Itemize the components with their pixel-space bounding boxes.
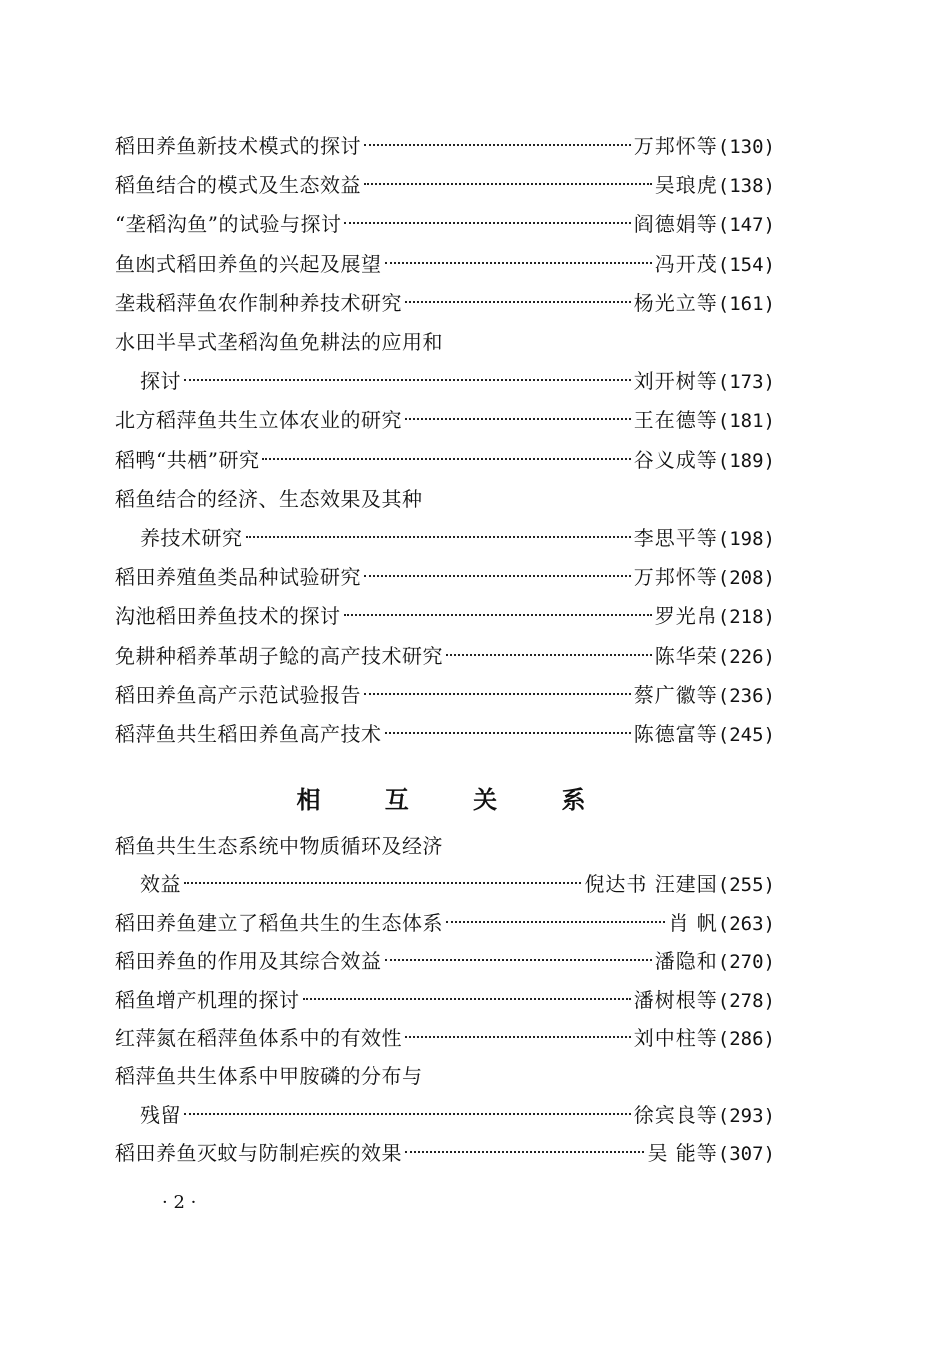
entry-author: 罗光帛 bbox=[654, 604, 718, 629]
entry-author: 阎德娟等 bbox=[633, 212, 718, 237]
entry-title: 稻田养鱼高产示范试验报告 bbox=[115, 682, 361, 707]
leader-dots bbox=[364, 183, 652, 185]
entry-page: (278) bbox=[717, 989, 775, 1012]
leader-dots bbox=[184, 1113, 631, 1115]
entry-title: 稻田养殖鱼类品种试验研究 bbox=[115, 565, 361, 590]
entry-author: 陈华荣 bbox=[654, 643, 718, 668]
entry-title: 红萍氮在稻萍鱼体系中的有效性 bbox=[115, 1026, 402, 1050]
entry-title: 稻萍鱼共生稻田养鱼高产技术 bbox=[115, 722, 382, 746]
entry-title: 效益 bbox=[140, 872, 181, 897]
toc-entry bbox=[115, 445, 775, 475]
entry-page: (286) bbox=[717, 1028, 775, 1050]
toc-entry bbox=[115, 484, 775, 514]
toc-entry bbox=[115, 985, 775, 1015]
leader-dots bbox=[364, 693, 631, 695]
leader-dots bbox=[303, 998, 631, 1000]
toc-entry bbox=[115, 170, 775, 200]
entry-title: 稻田养鱼建立了稻鱼共生的生态体系 bbox=[115, 910, 443, 935]
toc-entry bbox=[140, 523, 775, 553]
leader-dots bbox=[405, 1151, 644, 1153]
toc-entry bbox=[140, 869, 775, 899]
entry-title: 垄栽稻萍鱼农作制种养技术研究 bbox=[115, 290, 402, 315]
leader-dots bbox=[364, 144, 631, 146]
entry-page: (255) bbox=[717, 874, 775, 897]
leader-dots bbox=[184, 379, 631, 381]
leader-dots bbox=[364, 575, 631, 577]
leader-dots bbox=[405, 1036, 631, 1038]
toc-entry bbox=[115, 288, 775, 318]
leader-dots bbox=[262, 458, 630, 460]
entry-page: (218) bbox=[717, 606, 775, 629]
entry-author: 肖 帆 bbox=[668, 910, 718, 935]
toc-entry bbox=[115, 209, 775, 239]
entry-title: 鱼凼式稻田养鱼的兴起及展望 bbox=[115, 251, 382, 276]
entry-author: 吴琅虎 bbox=[654, 173, 718, 198]
leader-dots bbox=[184, 882, 581, 884]
entry-author: 万邦怀等 bbox=[633, 565, 718, 590]
toc-entry bbox=[115, 1023, 775, 1053]
entry-author: 倪达书 汪建国 bbox=[584, 872, 718, 897]
toc-entry bbox=[115, 908, 775, 938]
entry-page: (208) bbox=[717, 567, 775, 590]
toc-entry bbox=[115, 131, 775, 161]
leader-dots bbox=[405, 418, 631, 420]
entry-page: (236) bbox=[717, 684, 775, 707]
entry-title: 养技术研究 bbox=[140, 526, 243, 550]
entry-title: 稻田养鱼的作用及其综合效益 bbox=[115, 949, 382, 974]
entry-author: 吴 能等 bbox=[647, 1141, 718, 1166]
toc-entry bbox=[115, 562, 775, 592]
entry-title: 稻鱼结合的模式及生态效益 bbox=[115, 173, 361, 198]
leader-dots bbox=[246, 536, 631, 538]
entry-title: 稻田养鱼灭蚊与防制疟疾的效果 bbox=[115, 1141, 402, 1166]
entry-author: 王在德等 bbox=[633, 408, 718, 433]
entry-author: 潘树根等 bbox=[633, 987, 718, 1012]
entry-page: (226) bbox=[717, 645, 775, 668]
entry-title: 水田半旱式垄稻沟鱼免耕法的应用和 bbox=[115, 330, 443, 354]
entry-author: 徐宾良等 bbox=[633, 1102, 718, 1127]
entry-title: 探讨 bbox=[140, 369, 181, 394]
toc-entry bbox=[115, 327, 775, 357]
entry-page: (181) bbox=[717, 410, 775, 433]
section-heading: 相 互 关 系 bbox=[296, 786, 614, 814]
leader-dots bbox=[344, 614, 652, 616]
leader-dots bbox=[344, 222, 630, 224]
entry-page: (173) bbox=[717, 371, 775, 394]
toc-entry bbox=[115, 405, 775, 435]
toc-entry bbox=[115, 641, 775, 671]
entry-title: 免耕种稻养革胡子鲶的高产技术研究 bbox=[115, 643, 443, 668]
entry-page: (154) bbox=[717, 253, 775, 276]
entry-title: 稻鸭“共栖”研究 bbox=[115, 447, 260, 472]
entry-page: (161) bbox=[717, 292, 775, 315]
entry-author: 陈德富等 bbox=[633, 722, 718, 746]
entry-author: 刘中柱等 bbox=[633, 1026, 718, 1050]
entry-author: 谷义成等 bbox=[633, 447, 718, 472]
leader-dots bbox=[446, 654, 652, 656]
toc-entry bbox=[115, 719, 775, 749]
toc-entry bbox=[115, 1138, 775, 1168]
toc-entry bbox=[115, 831, 775, 861]
entry-page: (293) bbox=[717, 1104, 775, 1127]
entry-title: “垄稻沟鱼”的试验与探讨 bbox=[115, 212, 342, 237]
toc-entry bbox=[115, 680, 775, 710]
entry-page: (307) bbox=[717, 1143, 775, 1166]
toc-entry bbox=[115, 946, 775, 976]
toc-entry bbox=[115, 1061, 775, 1091]
leader-dots bbox=[446, 921, 665, 923]
entry-page: (189) bbox=[717, 449, 775, 472]
entry-title: 残留 bbox=[140, 1102, 181, 1127]
leader-dots bbox=[385, 262, 652, 264]
entry-title: 稻鱼增产机理的探讨 bbox=[115, 987, 300, 1012]
entry-page: (198) bbox=[717, 528, 775, 550]
toc-entry bbox=[115, 249, 775, 279]
entry-author: 李思平等 bbox=[633, 526, 718, 550]
entry-page: (147) bbox=[717, 214, 775, 237]
toc-entry bbox=[140, 366, 775, 396]
entry-title: 稻萍鱼共生体系中甲胺磷的分布与 bbox=[115, 1064, 423, 1089]
entry-title: 稻田养鱼新技术模式的探讨 bbox=[115, 134, 361, 158]
entry-page: (270) bbox=[717, 951, 775, 974]
entry-page: (245) bbox=[717, 724, 775, 746]
entry-title: 稻鱼结合的经济、生态效果及其种 bbox=[115, 486, 423, 511]
entry-author: 冯开茂 bbox=[654, 251, 718, 276]
entry-author: 万邦怀等 bbox=[633, 134, 718, 158]
entry-page: (130) bbox=[717, 136, 775, 158]
leader-dots bbox=[385, 959, 652, 961]
page-number: · 2 · bbox=[162, 1192, 197, 1213]
entry-title: 北方稻萍鱼共生立体农业的研究 bbox=[115, 408, 402, 433]
entry-page: (263) bbox=[717, 912, 775, 935]
entry-title: 沟池稻田养鱼技术的探讨 bbox=[115, 604, 341, 629]
entry-title: 稻鱼共生生态系统中物质循环及经济 bbox=[115, 834, 443, 858]
entry-author: 刘开树等 bbox=[633, 369, 718, 394]
entry-author: 蔡广徽等 bbox=[633, 682, 718, 707]
entry-page: (138) bbox=[717, 175, 775, 198]
leader-dots bbox=[405, 301, 631, 303]
leader-dots bbox=[385, 732, 631, 734]
toc-entry bbox=[115, 601, 775, 631]
entry-author: 潘隐和 bbox=[654, 949, 718, 974]
toc-entry bbox=[140, 1100, 775, 1130]
entry-author: 杨光立等 bbox=[633, 290, 718, 315]
